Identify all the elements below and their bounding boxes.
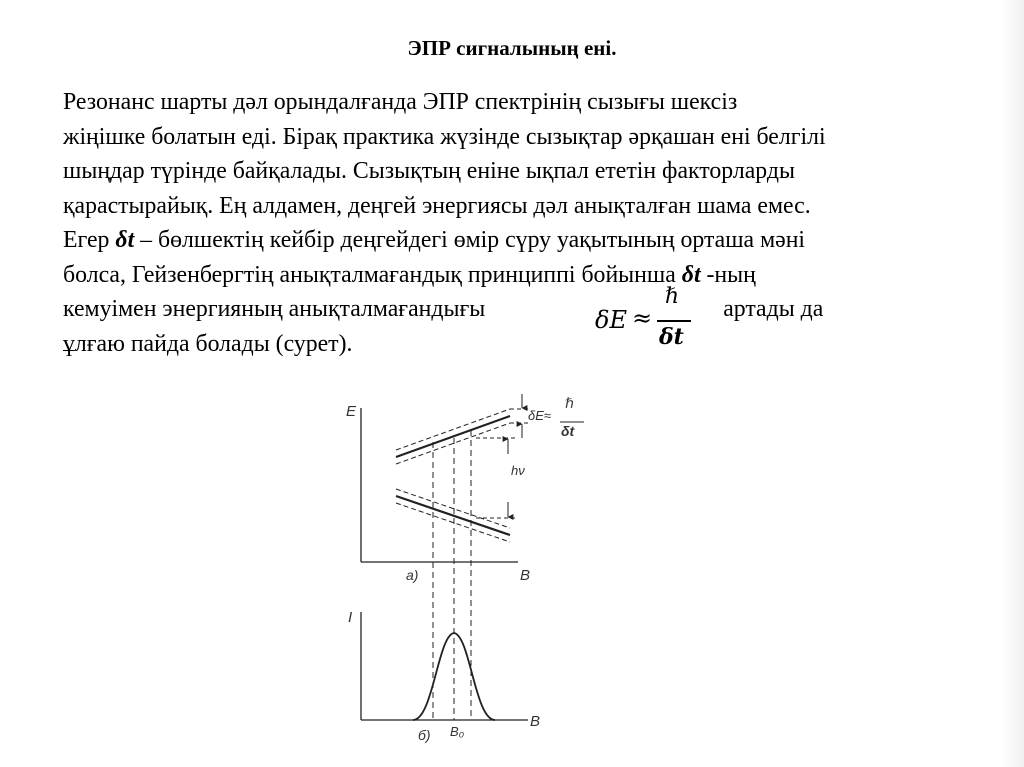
paragraph-line: қарастырайық. Ең алдамен, деңгей энергиясы дәл анықталған шама емес. — [63, 192, 811, 219]
epr-diagram — [338, 390, 588, 750]
lower-level-line — [396, 496, 510, 535]
panel-b-label: б) — [418, 727, 431, 743]
resonance-peak — [413, 633, 495, 720]
uncertainty-formula — [595, 284, 705, 358]
upper-level-line — [396, 416, 510, 457]
axis-b-bottom-label: B — [530, 713, 541, 730]
hv-label: hν — [511, 463, 525, 478]
text-fragment: кемуімен энергияның анықталмағандығы — [63, 296, 486, 322]
axis-b-top-label: B — [520, 567, 531, 584]
formula-fraction-bar — [657, 320, 691, 322]
formula-lhs: δE — [595, 306, 627, 334]
slide-title: ЭПР сигналының ені. — [407, 36, 617, 60]
text-fragment: -ның — [700, 261, 756, 288]
paragraph-line — [63, 223, 968, 258]
text-fragment: болса, Гейзенбергтің анықталмағандық принциппі бойынша — [63, 261, 682, 288]
formula-numerator: ℏ — [665, 284, 680, 309]
width-formula-num: ℏ — [565, 395, 574, 411]
axis-i-label: I — [348, 609, 353, 626]
paragraph-line: шыңдар түрінде байқалады. Сызықтың еніне ықпал ететін факторларды — [63, 158, 795, 184]
text-fragment: артады да — [723, 296, 824, 322]
axis-e-label: E — [346, 403, 357, 420]
width-formula-den: δt — [561, 423, 575, 439]
panel-a-label: а) — [406, 567, 419, 583]
paragraph-line: жіңішке болатын еді. Бірақ практика жүзінде сызықтар әрқашан ені белгілі — [63, 123, 826, 150]
text-fragment: Егер — [63, 227, 116, 253]
text-fragment: – бөлшектің кейбір деңгейдегі өмір сүру уақытының орташа мәні — [134, 227, 806, 253]
delta-t-symbol: δt — [681, 261, 701, 288]
paragraph-line: ұлғаю пайда болады (сурет). — [63, 330, 353, 357]
delta-t-symbol: δt — [115, 227, 135, 253]
paragraph-line: Резонанс шарты дәл орындалғанда ЭПР спектрінің сызығы шексіз — [63, 89, 738, 115]
peak-b0-label: B₀ — [450, 724, 465, 739]
paragraph-line — [63, 258, 968, 293]
width-formula-lhs: δE≈ — [528, 408, 552, 423]
body-paragraph — [63, 85, 968, 361]
paragraph-line — [63, 292, 968, 327]
formula-denominator: δt — [659, 324, 684, 350]
slide-edge-shadow — [1000, 0, 1024, 767]
formula-approx-sign: ≈ — [632, 304, 653, 332]
